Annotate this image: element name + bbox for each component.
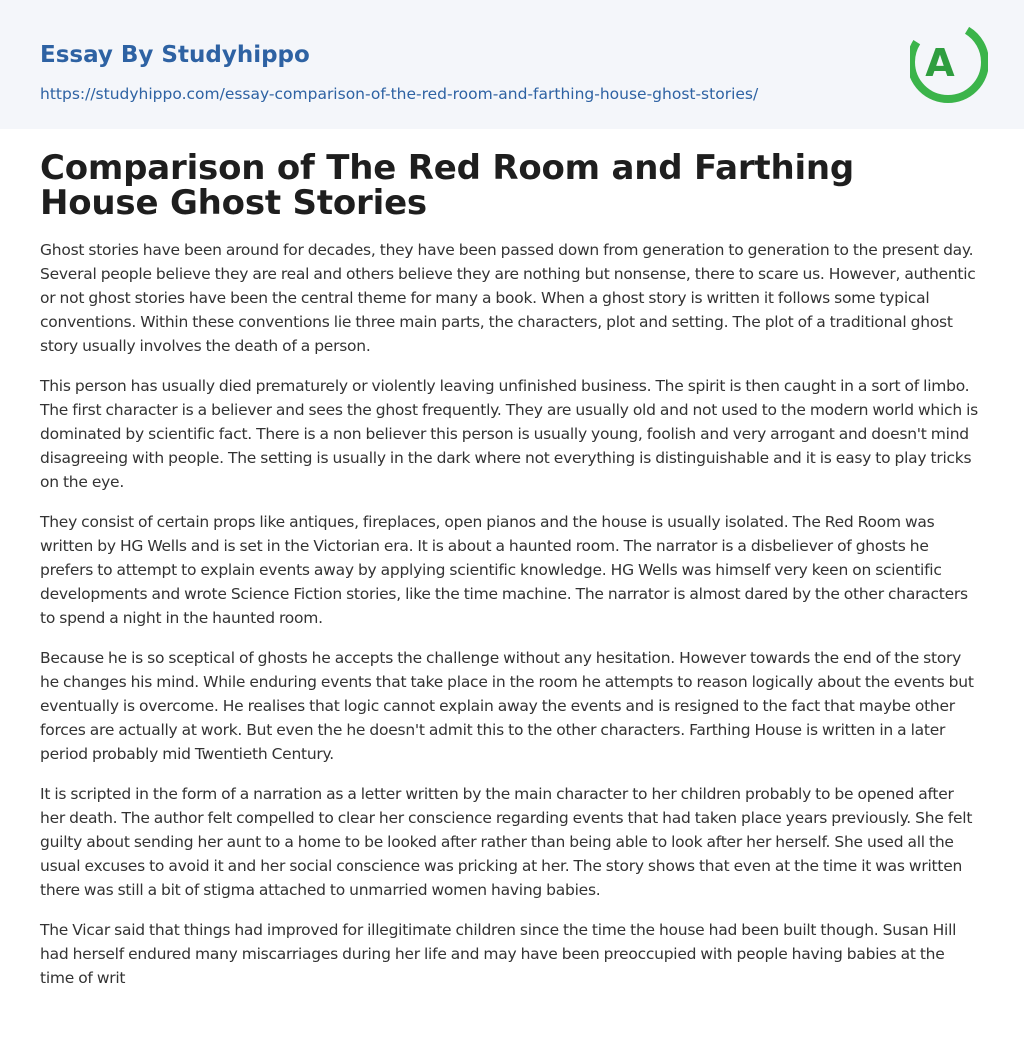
article-paragraph: They consist of certain props like antiques, fireplaces, open pianos and the house is usually isolated. The Red Room was written by HG Wells and is set in the Victorian era. It is about a haunted room. The narrator is a disbeliever of ghosts he prefers to attempt to explain events away by applying scientific knowledge. HG Wells was himself very keen on scientific developments and wrote Science Fiction stories, like the time machine. The narrator is almost dared by the other characters to spend a night in the haunted room. — [40, 513, 968, 627]
article-paragraph: The Vicar said that things had improved for illegitimate children since the time the house had been built though. Susan Hill had herself endured many miscarriages during her life and may have been preoccupied with people having babies at the time of writ — [40, 921, 957, 987]
logo-letter: A — [925, 41, 955, 85]
source-url-link[interactable]: https://studyhippo.com/essay-comparison-of-the-red-room-and-farthing-house-ghost-stories/ — [40, 85, 759, 103]
article-content — [40, 148, 980, 1006]
ring-logo-icon[interactable] — [910, 18, 988, 106]
article-paragraph: It is scripted in the form of a narration as a letter written by the main character to her children probably to be opened after her death. The author felt compelled to clear her conscience regarding events that had taken place years previously. She felt guilty about sending her aunt to a home to be looked after rather than being able to look after her herself. She used all the usual excuses to avoid it and her social conscience was pricking at her. The story shows that even at the time it was written there was still a bit of stigma attached to unmarried women having babies. — [40, 785, 973, 899]
article-paragraph: Ghost stories have been around for decades, they have been passed down from generation to generation to the present day. Several people believe they are real and others believe they are nothing but nonsense, there to scare us. However, authentic or not ghost stories have been the central theme for many a book. When a ghost story is written it follows some typical conventions. Within these conventions lie three main parts, the characters, plot and setting. The plot of a traditional ghost story usually involves the death of a person. — [40, 241, 976, 355]
brand-title[interactable]: Essay By Studyhippo — [40, 42, 310, 68]
article-paragraph: Because he is so sceptical of ghosts he accepts the challenge without any hesitation. However towards the end of the story he changes his mind. While enduring events that take place in the room he attempts to reason logically about the events but eventually is overcome. He realises that logic cannot explain away the events and is resigned to the fact that maybe other forces are actually at work. But even the he doesn't admit this to the other characters. Farthing House is written in a later period probably mid Twentieth Century. — [40, 649, 974, 763]
article-title: Comparison of The Red Room and Farthing House Ghost Stories — [40, 148, 855, 223]
article-paragraph: This person has usually died prematurely or violently leaving unfinished business. The spirit is then caught in a sort of limbo. The first character is a believer and sees the ghost frequently. They are usually old and not used to the modern world which is dominated by scientific fact. There is a non believer this person is usually young, foolish and very arrogant and doesn't mind disagreeing with people. The setting is usually in the dark where not everything is distinguishable and it is easy to play tricks on the eye. — [40, 377, 978, 491]
site-header — [0, 0, 1024, 129]
